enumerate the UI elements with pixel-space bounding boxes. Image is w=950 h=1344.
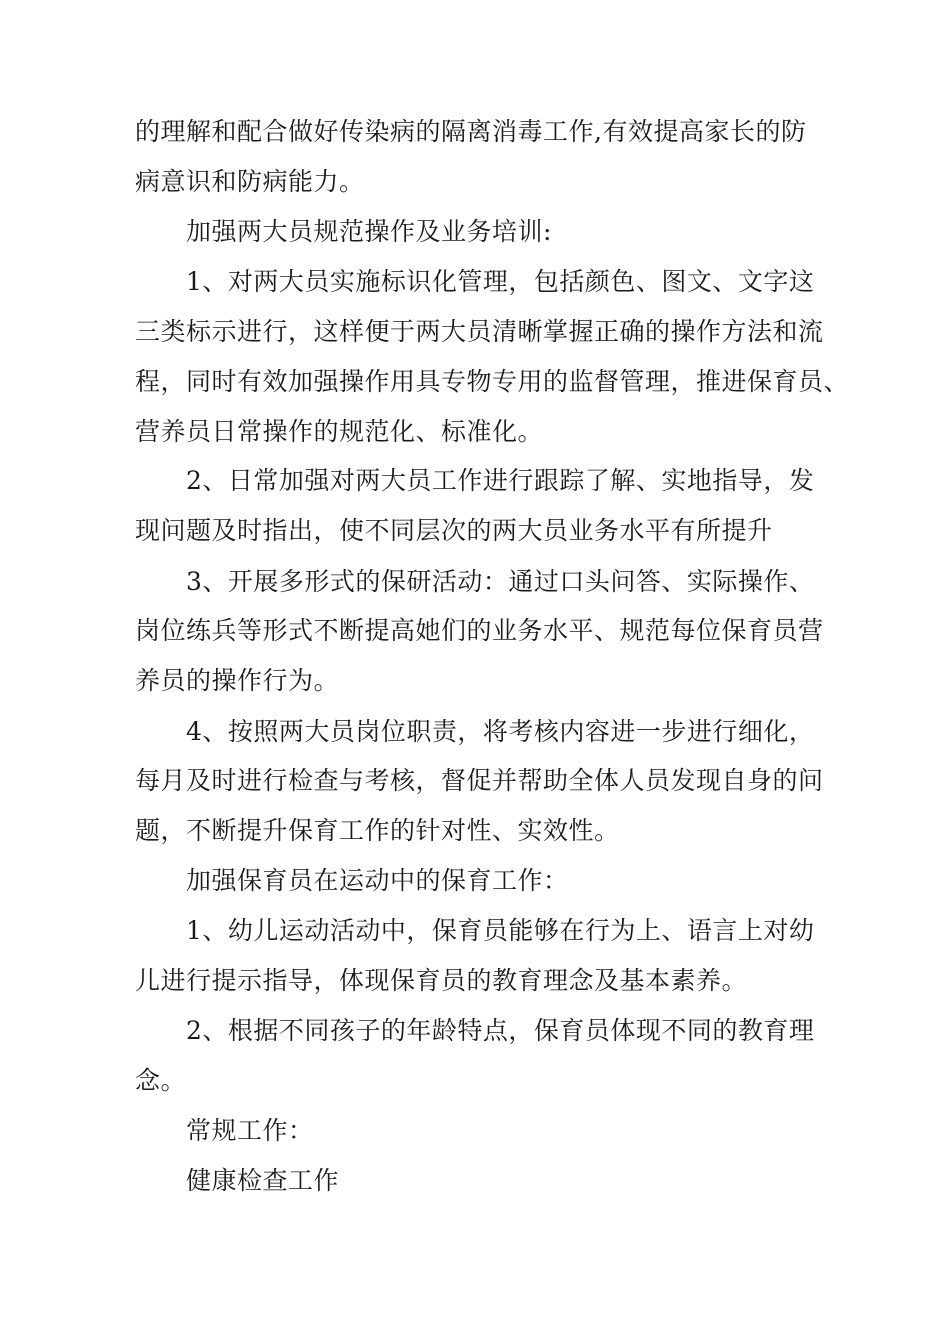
text-line: 1、幼儿运动活动中，保育员能够在行为上、语言上对幼 [186, 916, 815, 945]
text-line: 养员的操作行为。 [135, 666, 340, 695]
section-heading: 常规工作： [186, 1116, 314, 1145]
section-heading: 加强两大员规范操作及业务培训: [186, 217, 552, 246]
text-line: 儿进行提示指导，体现保育员的教育理念及基本素养。 [135, 966, 748, 995]
text-line: 2、日常加强对两大员工作进行跟踪了解、实地指导，发 [186, 466, 815, 495]
text-line: 念。 [135, 1066, 187, 1095]
text-line: 1、对两大员实施标识化管理，包括颜色、图文、文字这 [186, 267, 815, 296]
text-line: 每月及时进行检查与考核，督促并帮助全体人员发现自身的问 [135, 766, 824, 795]
text-line: 2、根据不同孩子的年龄特点，保育员体现不同的教育理 [186, 1016, 815, 1045]
section-heading: 加强保育员在运动中的保育工作： [186, 866, 569, 895]
text-line: 的理解和配合做好传染病的隔离消毒工作,有效提高家长的防 [135, 117, 807, 146]
text-line: 现问题及时指出，使不同层次的两大员业务水平有所提升 [135, 516, 773, 545]
text-line: 三类标示进行，这样便于两大员清晰掌握正确的操作方法和流 [135, 317, 824, 346]
text-line: 岗位练兵等形式不断提高她们的业务水平、规范每位保育员营 [135, 616, 824, 645]
text-line: 4、按照两大员岗位职责，将考核内容进一步进行细化， [186, 717, 815, 746]
text-line: 病意识和防病能力。 [135, 167, 365, 196]
text-line: 题，不断提升保育工作的针对性、实效性。 [135, 816, 620, 845]
text-line: 营养员日常操作的规范化、标准化。 [135, 417, 544, 446]
section-heading: 健康检查工作 [186, 1166, 340, 1195]
text-line: 3、开展多形式的保研活动：通过口头问答、实际操作、 [186, 567, 815, 596]
text-line: 程，同时有效加强操作用具专物专用的监督管理，推进保育员、 [135, 367, 850, 396]
